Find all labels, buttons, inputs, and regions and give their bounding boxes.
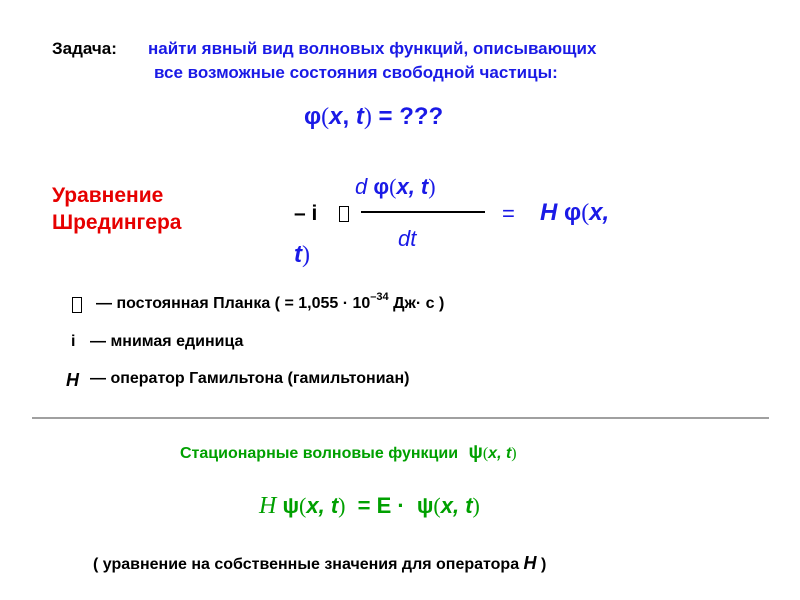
stationary-psi: ψ bbox=[468, 442, 483, 463]
fraction-bar bbox=[361, 211, 485, 213]
wavefunction-question bbox=[304, 103, 443, 131]
planck-definition bbox=[96, 291, 445, 313]
stationary-open-paren: ( bbox=[482, 445, 489, 462]
hamiltonian-symbol: H bbox=[66, 370, 79, 390]
open-paren: ( bbox=[321, 104, 330, 130]
var-x: x bbox=[329, 103, 343, 130]
eigen-open-right: ( bbox=[433, 493, 441, 518]
stationary-text: Стационарные волновые функции bbox=[180, 445, 459, 462]
numerator-close-paren: ) bbox=[428, 174, 436, 199]
section-divider bbox=[32, 417, 769, 419]
hbar-icon bbox=[339, 206, 349, 222]
task-line-2: все возможные состояния свободной частицы: bbox=[154, 63, 558, 82]
hbar-icon bbox=[72, 297, 82, 313]
planck-text: — постоянная Планка ( = 1,055 · 10 bbox=[96, 295, 371, 312]
fraction-denominator: dt bbox=[398, 226, 417, 251]
footer-text: ( уравнение на собственные значения для оператора bbox=[93, 556, 520, 573]
eigen-H: H bbox=[259, 493, 277, 519]
rhs-phi: φ bbox=[564, 199, 582, 226]
footer-close: ) bbox=[541, 556, 547, 573]
numerator-args: x, t bbox=[396, 174, 429, 199]
fraction-numerator bbox=[355, 174, 436, 200]
eigen-args-left: x, t bbox=[306, 493, 339, 518]
stationary-args: x, t bbox=[488, 445, 512, 462]
minus-i: – i bbox=[294, 202, 318, 225]
schrodinger-title-line-1: Уравнение bbox=[52, 184, 164, 207]
rhs-t: t bbox=[294, 241, 302, 268]
rhs-x: x, bbox=[589, 199, 610, 226]
eigen-args-right: x, t bbox=[440, 493, 473, 518]
rhs-open-paren: ( bbox=[581, 200, 590, 226]
stationary-close-paren: ) bbox=[511, 445, 517, 462]
hamiltonian-definition: — оператор Гамильтона (гамильтониан) bbox=[90, 370, 410, 387]
numerator-open-paren: ( bbox=[389, 174, 397, 199]
schrodinger-title-line-2: Шредингера bbox=[52, 211, 182, 234]
imaginary-unit-symbol: i bbox=[71, 333, 76, 350]
eigen-psi-right: ψ bbox=[416, 493, 434, 518]
rhs-wrapped-t bbox=[294, 241, 310, 269]
planck-exponent: –34 bbox=[370, 291, 389, 303]
eigen-equals-E: = E · bbox=[357, 493, 405, 518]
eigen-close-left: ) bbox=[338, 493, 346, 518]
eigen-close-right: ) bbox=[472, 493, 480, 518]
eigen-equation bbox=[259, 493, 480, 520]
numerator-phi: φ bbox=[373, 174, 390, 199]
comma: , bbox=[342, 103, 350, 130]
eigen-psi-left: ψ bbox=[282, 493, 300, 518]
eigen-open-left: ( bbox=[299, 493, 307, 518]
footer-note bbox=[93, 553, 546, 574]
rhs-expression bbox=[540, 199, 609, 227]
rhs-close-paren: ) bbox=[302, 242, 310, 268]
equals-sign: = bbox=[502, 201, 515, 226]
imaginary-unit-definition: — мнимая единица bbox=[90, 333, 244, 350]
equals-question: = ??? bbox=[371, 103, 444, 130]
var-t: t bbox=[355, 103, 364, 130]
planck-unit: Дж· с ) bbox=[388, 295, 445, 312]
task-line-1: найти явный вид волновых функций, описывающих bbox=[148, 39, 597, 58]
differential-d: d bbox=[355, 174, 368, 199]
phi-symbol: φ bbox=[304, 103, 322, 130]
footer-H: H bbox=[523, 553, 537, 573]
stationary-title bbox=[180, 442, 517, 464]
hamiltonian-H: H bbox=[540, 199, 558, 226]
task-label: Задача: bbox=[52, 39, 117, 58]
close-paren: ) bbox=[363, 104, 372, 130]
